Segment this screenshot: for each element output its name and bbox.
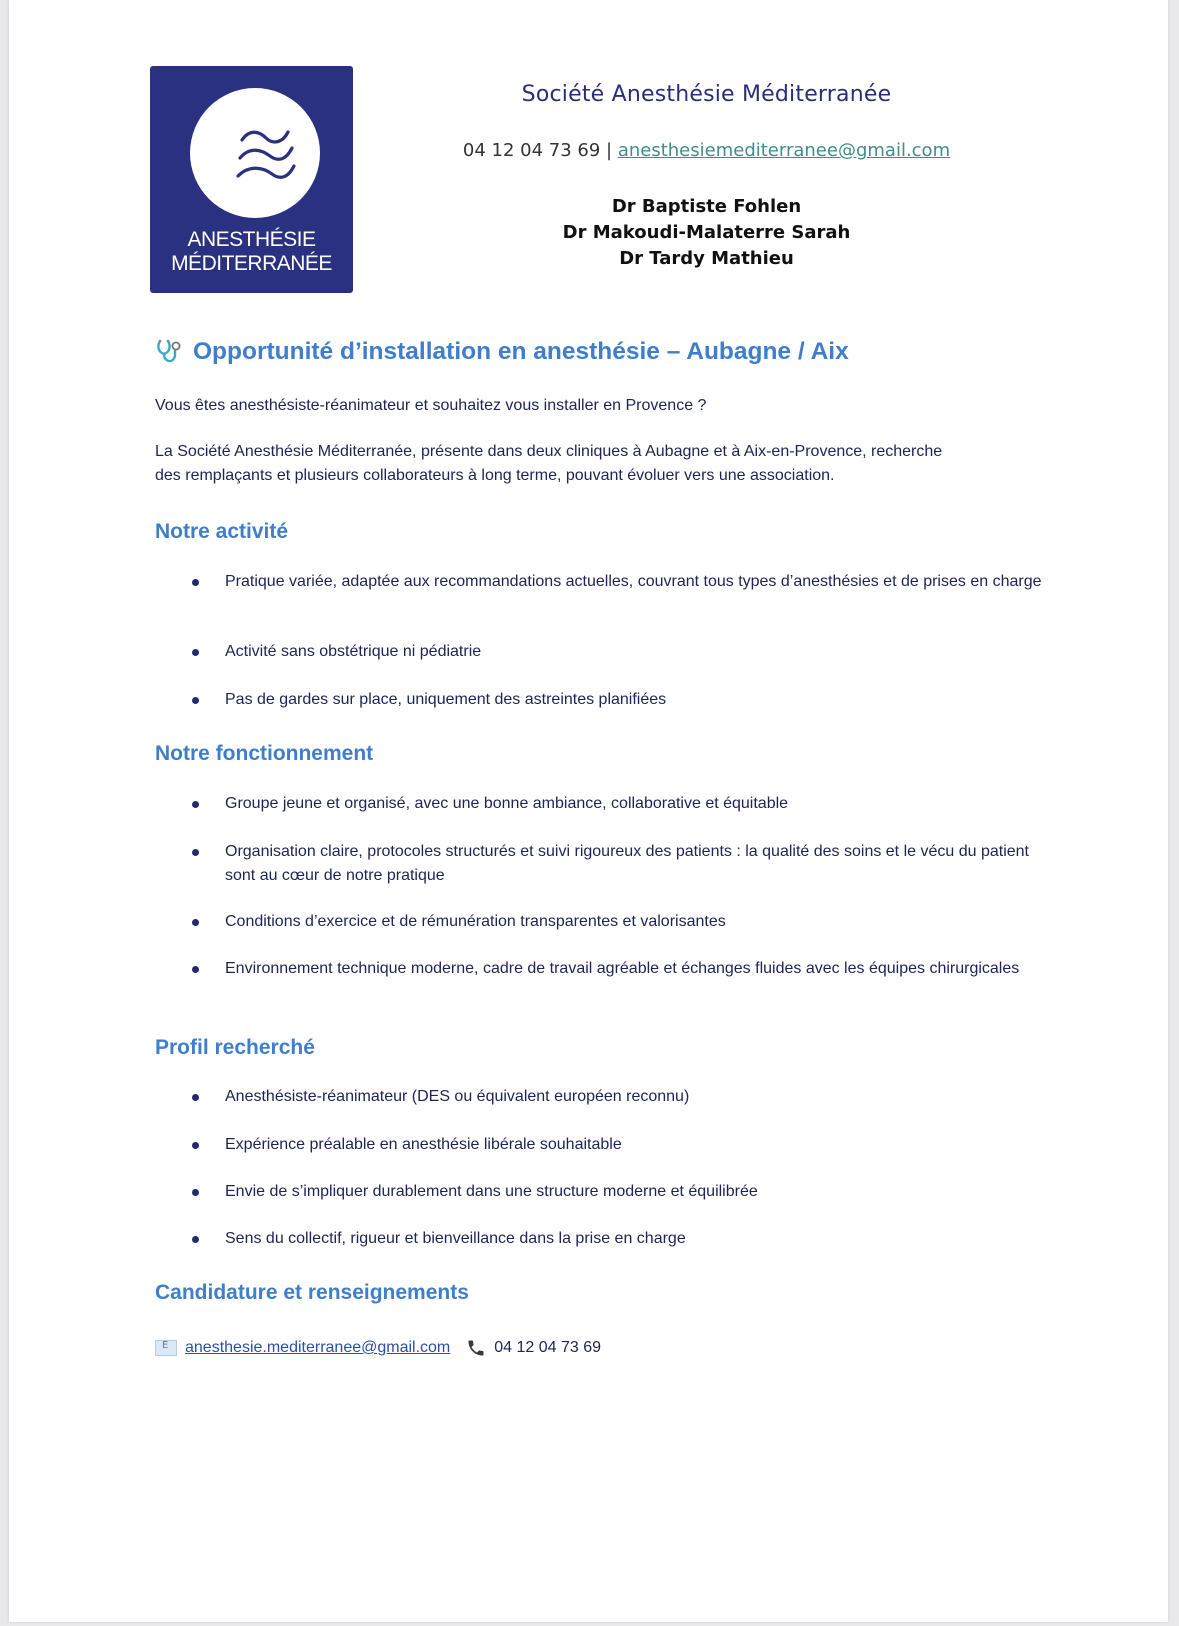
list-item-text: Activité sans obstétrique ni pédiatrie [225, 643, 482, 660]
list-item-text: Pratique variée, adaptée aux recommandations actuelles, couvrant tous types d’anesthésies et de prises en charge [225, 573, 1042, 590]
list-item [225, 640, 1055, 664]
bullet-icon [192, 1094, 199, 1101]
header-email-link[interactable]: anesthesiemediterranee@gmail.com [617, 140, 951, 161]
list-item [225, 1180, 1055, 1204]
list-item [225, 792, 1055, 816]
contact-footer [155, 1338, 601, 1358]
header-phone: 04 12 04 73 69 [462, 140, 601, 161]
header-separator: | [600, 140, 618, 161]
phone-icon [466, 1338, 486, 1358]
doctor-name: Dr Tardy Mathieu [619, 248, 794, 269]
list-item [225, 910, 1055, 934]
list-item-text: Envie de s’impliquer durablement dans une structure moderne et équilibrée [225, 1183, 758, 1200]
doctor-name: Dr Baptiste Fohlen [611, 196, 802, 217]
doctors-list [409, 194, 1004, 272]
footer-phone: 04 12 04 73 69 [494, 1339, 602, 1356]
intro-paragraph-2-line2: des remplaçants et plusieurs collaborateurs à long terme, pouvant évoluer vers une association. [155, 467, 835, 484]
intro-paragraph-2-line1: La Société Anesthésie Méditerranée, présente dans deux cliniques à Aubagne et à Aix-en-Provence, recherche [155, 443, 943, 460]
intro-paragraph-2 [155, 440, 942, 488]
doctor-name: Dr Makoudi-Malaterre Sarah [562, 222, 851, 243]
page-title-text: Opportunité d’installation en anesthésie – Aubagne / Aix [193, 338, 849, 365]
list-item-text: Sens du collectif, rigueur et bienveillance dans la prise en charge [225, 1230, 686, 1247]
intro-paragraph-1: Vous êtes anesthésiste-réanimateur et souhaitez vous installer en Provence ? [155, 397, 707, 414]
section-heading-candidature: Candidature et renseignements [155, 1281, 469, 1304]
section-heading-profil: Profil recherché [155, 1036, 315, 1059]
bullet-icon [192, 1142, 199, 1149]
list-item-text: Conditions d’exercice et de rémunération transparentes et valorisantes [225, 913, 726, 930]
bullet-icon [192, 649, 199, 656]
section-heading-activite: Notre activité [155, 520, 289, 543]
bullet-icon [192, 966, 199, 973]
list-item [225, 688, 1055, 712]
list-item [225, 840, 1055, 888]
list-item [225, 1227, 1055, 1251]
org-name: Société Anesthésie Méditerranée [521, 82, 892, 107]
list-item-text: Groupe jeune et organisé, avec une bonne ambiance, collaborative et équitable [225, 795, 789, 812]
company-logo [150, 66, 353, 293]
bullet-icon [192, 697, 199, 704]
bullet-icon [192, 579, 199, 586]
list-item-text: Organisation claire, protocoles structurés et suivi rigoureux des patients : la qualité des soins et le vécu du patient sont au cœur de notre pratique [225, 843, 1029, 884]
list-item [225, 1133, 1055, 1157]
stethoscope-icon [155, 338, 187, 366]
bullet-icon [192, 801, 199, 808]
logo-circle [190, 88, 320, 218]
bullet-icon [192, 1236, 199, 1243]
email-icon [155, 1340, 177, 1356]
footer-email-link[interactable]: anesthesie.mediterranee@gmail.com [185, 1339, 451, 1356]
waves-icon [190, 88, 320, 218]
page-title [155, 338, 849, 366]
section-heading-fonctionnement: Notre fonctionnement [155, 742, 374, 765]
bullet-icon [192, 1189, 199, 1196]
bullet-icon [192, 849, 199, 856]
list-item [225, 1085, 1055, 1109]
header-contact-line [409, 140, 1004, 161]
list-item-text: Anesthésiste-réanimateur (DES ou équivalent européen reconnu) [225, 1088, 690, 1105]
document-page [9, 0, 1168, 1622]
list-item-text: Environnement technique moderne, cadre de travail agréable et échanges fluides avec les équipes chirurgicales [225, 960, 1020, 977]
logo-text-line2: MÉDITERRANÉE [171, 252, 332, 275]
bullet-icon [192, 919, 199, 926]
logo-text-line1: ANESTHÉSIE [187, 228, 316, 251]
list-item-text: Pas de gardes sur place, uniquement des astreintes planifiées [225, 691, 667, 708]
list-item [225, 570, 1055, 594]
list-item [225, 957, 1055, 981]
list-item-text: Expérience préalable en anesthésie libérale souhaitable [225, 1136, 622, 1153]
